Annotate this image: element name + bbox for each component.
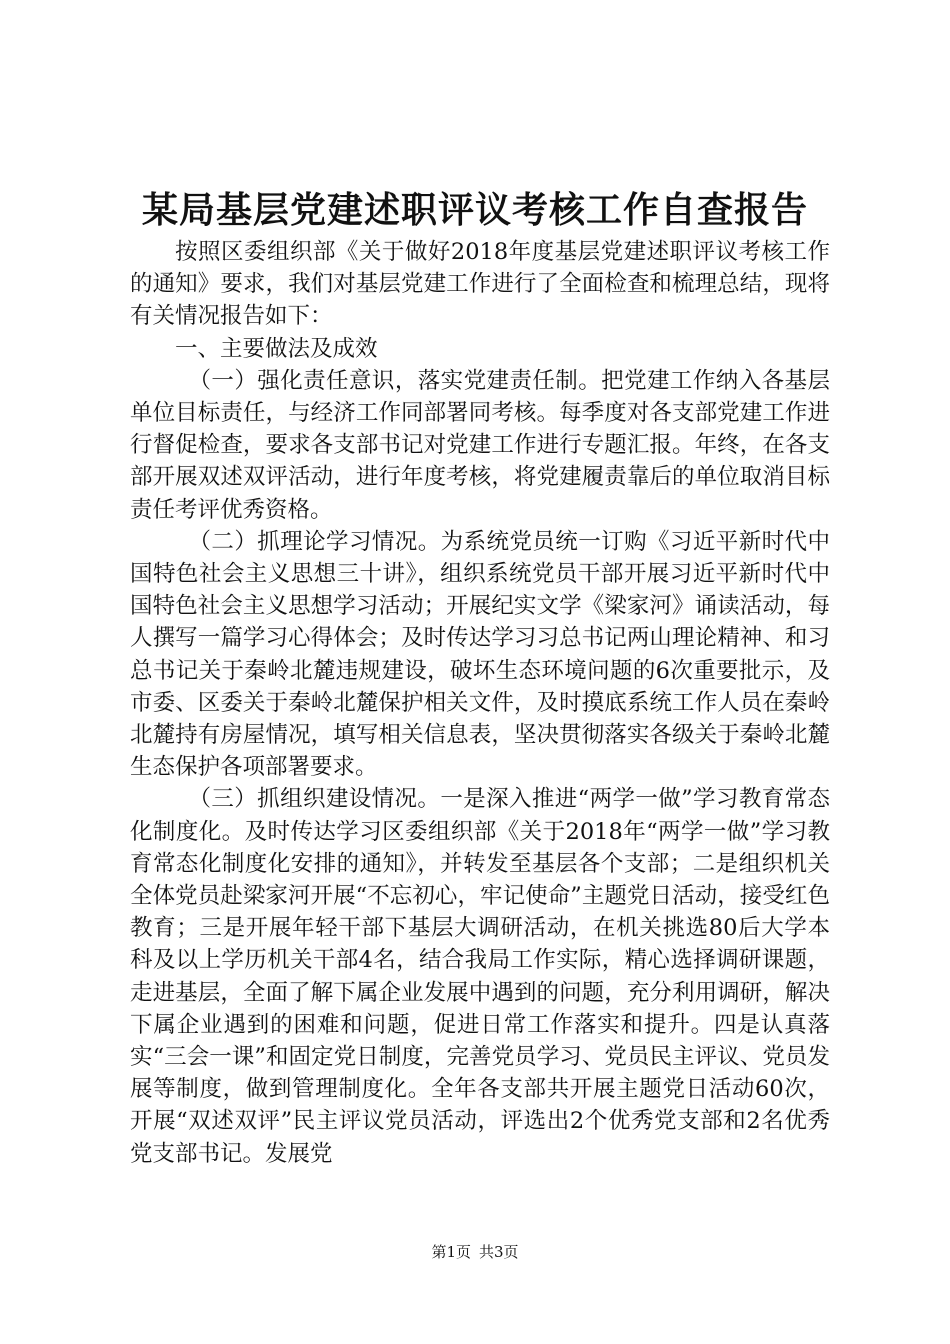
document-body [130, 236, 830, 1170]
document-title: 某局基层党建述职评议考核工作自查报告 [141, 189, 808, 231]
page-footer [0, 1240, 950, 1264]
paragraph-organization-building: （三）抓组织建设情况。一是深入推进“两学一做”学习教育常态化制度化。及时传达学习区委组织部《关于2018年“两学一做”学习教育常态化制度化安排的通知》，并转发至基层各个支部；二是组织机关全体党员赴梁家河开展“不忘初心，牢记使命”主题党日活动，接受红色教育；三是开展年轻干部下基层大调研活动，在机关挑选80后大学本科及以上学历机关干部4名，结合我局工作实际，精心选择调研课题，走进基层，全面了解下属企业发展中遇到的问题，充分利用调研，解决下属企业遇到的困难和问题，促进日常工作落实和提升。四是认真落实“三会一课”和固定党日制度，完善党员学习、党员民主评议、党员发展等制度，做到管理制度化。全年各支部共开展主题党日活动60次，开展“双述双评”民主评议党员活动，评选出2个优秀党支部和2名优秀党支部书记。发展党 [130, 786, 830, 1167]
paragraph-theory-study: （二）抓理论学习情况。为系统党员统一订购《习近平新时代中国特色社会主义思想三十讲》，组织系统党员干部开展习近平新时代中国特色社会主义思想学习活动；开展纪实文学《梁家河》诵读活动，每人撰写一篇学习心得体会；及时传达学习习总书记两山理论精神、和习总书记关于秦岭北麓违规建设，破坏生态环境问题的6次重要批示，及市委、区委关于秦岭北麓保护相关文件，及时摸底系统工作人员在秦岭北麓持有房屋情况，填写相关信息表，坚决贯彻落实各级关于秦岭北麓生态保护各项部署要求。 [130, 528, 830, 781]
section-heading-main-practices: 一、主要做法及成效 [175, 335, 378, 362]
intro-paragraph: 按照区委组织部《关于做好2018年度基层党建述职评议考核工作的通知》要求，我们对基层党建工作进行了全面检查和梳理总结，现将有关情况报告如下： [130, 239, 830, 330]
page-total: 共3页 [479, 1243, 519, 1261]
page-number: 第1页 [431, 1243, 471, 1261]
paragraph-responsibility: （一）强化责任意识，落实党建责任制。把党建工作纳入各基层单位目标责任，与经济工作同部署同考核。每季度对各支部党建工作进行督促检查，要求各支部书记对党建工作进行专题汇报。年终，在各支部开展双述双评活动，进行年度考核，将党建履责靠后的单位取消目标责任考评优秀资格。 [130, 367, 830, 523]
